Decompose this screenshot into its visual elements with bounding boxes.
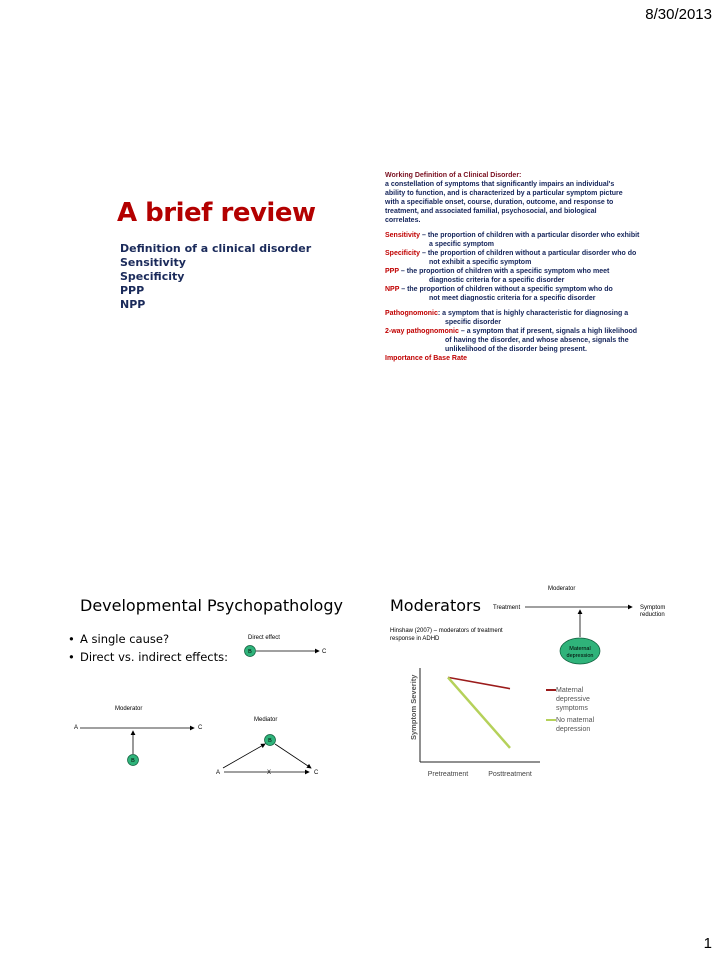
med-node-a: A [216,770,221,776]
direct-effect-label: Direct effect [248,635,280,641]
chart-legend [546,687,595,733]
med-node-x: X [267,770,272,776]
definition-body: a constellation of symptoms that significantly impairs an individual's ability to function, and is characterized by a particular symptom picture with a specifiable onset, course, duration, outcome, and response to treatment, and associated familial, psychosocial, and biological correlates. [385,181,623,224]
mediator-diagram-label: Mediator [254,717,278,723]
term-specificity: Specificity – the proportion of children without a particular disorder who do [385,250,637,257]
y-axis-label: Symptom Severity [409,674,418,740]
mod-node-a: A [74,725,79,731]
slide3-title: Moderators [390,596,481,615]
mod-node-b: B [131,758,135,764]
bullet-item: • A single cause? [68,630,228,648]
node-b-label: B [248,649,252,655]
med-node-b: B [268,738,272,744]
term-pathognomonic-cont: specific disorder [445,319,502,326]
topic-item: PPP [120,284,145,297]
slide2-title: Developmental Psychopathology [80,596,343,615]
med-node-c: C [314,770,319,776]
topic-item: Definition of a clinical disorder [120,242,312,255]
x-tick-label: Pretreatment [427,771,469,778]
maternal-label-2: depression [566,653,594,659]
term-two-way-cont2: unlikelihood of the disorder being present. [445,346,587,353]
mod-node-c: C [198,725,203,731]
node-c-label: C [322,649,327,655]
bullet-item: • Direct vs. indirect effects: [68,648,228,666]
slide1-title: A brief review [117,198,316,228]
definition-heading: Working Definition of a Clinical Disorder: [385,172,522,179]
maternal-label-1: Maternal [569,646,591,652]
term-npp: NPP – the proportion of children without a specific symptom who do [385,286,613,293]
legend-label: symptoms [556,705,588,712]
citation-line: response in ADHD [390,635,440,642]
citation-line: Hinshaw (2007) – moderators of treatment [390,628,503,634]
term-pathognomonic: Pathognomonic: a symptom that is highly characteristic for diagnosing a [385,310,629,317]
symptom-label-2: reduction [640,612,665,618]
treatment-label: Treatment [493,605,521,611]
moderator-diagram-label: Moderator [115,706,143,712]
legend-label: depressive [556,696,590,703]
x-tick-label: Posttreatment [488,771,532,778]
page-date: 8/30/2013 [645,6,712,23]
term-two-way-cont1: of having the disorder, and whose absence, signals the [445,337,629,344]
topic-item: Sensitivity [120,256,186,269]
term-sensitivity: Sensitivity – the proportion of children with a particular disorder who exhibit [385,232,640,239]
base-rate-note: Importance of Base Rate [385,355,468,362]
term-ppp: PPP – the proportion of children with a specific symptom who meet [385,268,610,275]
term-sensitivity-cont: a specific symptom [429,241,494,248]
topic-item: NPP [120,298,146,311]
legend-label: No maternal [556,717,595,724]
topic-item: Specificity [120,270,185,283]
legend-label: depression [556,726,591,733]
term-specificity-cont: not exhibit a specific symptom [429,259,532,266]
legend-label: Maternal [556,687,584,694]
symptom-severity-chart [409,668,595,778]
page-number: 1 [703,935,712,952]
term-npp-cont: not meet diagnostic criteria for a specific disorder [429,295,596,302]
term-two-way: 2-way pathognomonic – a symptom that if present, signals a high likelihood [385,328,638,335]
series-line [448,677,510,748]
model-moderator-label: Moderator [548,586,576,592]
term-ppp-cont: diagnostic criteria for a specific disorder [429,277,565,284]
symptom-label-1: Symptom [640,605,666,611]
